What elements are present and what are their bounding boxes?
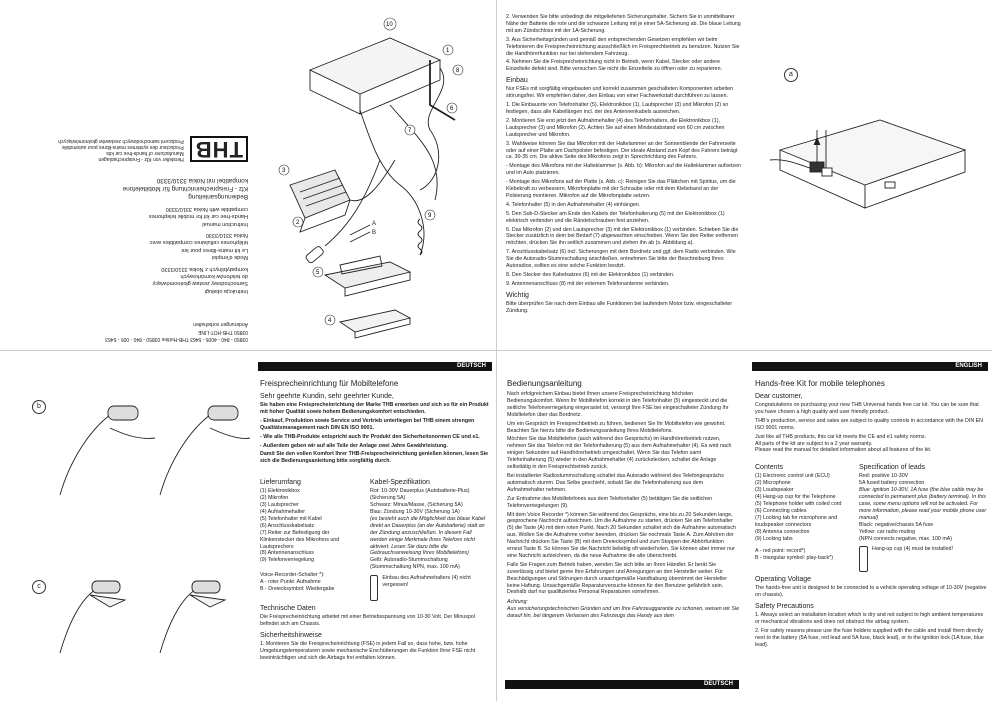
wichtig-text: Bitte überprüfen Sie nach dem Einbau alle Funktionen bei laufendem Motor bzw. eingeschalteter Zündung.	[506, 300, 733, 314]
en-contents-item: (1) Electronic control unit (ECU)	[755, 473, 830, 480]
cover-panel	[28, 12, 248, 342]
install-item: 3. Aus Sicherheitsgründen und gemäß den entsprechenden Gesetzen empfehlen wir beim Telefonieren die Freisprecheinrichtung ausschließlich im Freisprechbetrieb zu benutzen. Nutzen Sie die Handhörerfunktion nur bei stehendem Fahrzeug.	[506, 36, 740, 57]
en-safety-item: 1. Always select an installation location which is dry and not subject to high ambient temperatures or mechanical vibrations and does not obstruct the airbag system.	[755, 612, 984, 626]
de-cable-title: Kabel-Spezifikation	[370, 479, 430, 487]
einbau-heading: Einbau	[506, 77, 528, 85]
callout-4: 4	[328, 318, 332, 324]
de-voice-title: Voice-Recorder-Schalter *):	[260, 572, 325, 579]
cover-title: Bedienungsanleitung Kfz - Freisprecheinrichtung für Mobiltelefone kompatibel mit Nokia 3310/3330	[122, 177, 248, 201]
usage-para: Um ein Gespräch im Freisprechbetrieb zu führen, bedienen Sie Ihr Mobiltelefon wie gewohnt. Beachten Sie hierzu bitte die Bedienungsanleitung Ihres Mobiltelefons.	[507, 420, 726, 434]
install-item: 4. Nehmen Sie die Freisprecheinrichtung nicht in Betrieb, wenn Kabel, Stecker oder andere Einzelteile defekt sind. Bitte versuchen Sie nicht die Einzelteile zu öffnen oder zu reparieren.	[506, 59, 723, 73]
cover-block-pl: Instrukcja obsługi Samochodowy zestaw głośnomówiący do telefonów komórkowych kompatybilnych z Nokia 3310/3330	[152, 265, 248, 294]
callout-10: 10	[386, 22, 393, 28]
install-item: 2. Verwenden Sie bitte unbedingt die mitgelieferten Sicherungshalter. Sichern Sie in unmittelbarer Nähe der Batterie die rote und die schwarze Leitung mit je einer 5A-Sicherung ab. Die blaue Leitung mit am Zündschloss mit der 1A-Sicherung.	[506, 14, 741, 34]
de-cable-item: Rot: 10-30V Dauerplus (Autobatterie-Plus) (Sicherung 5A)	[370, 488, 470, 502]
en-contents-item: (2) Microphone	[755, 480, 791, 487]
de-safety-title: Sicherheitshinweise	[260, 631, 322, 639]
einbau-step: - Montage des Mikrofons mit der Halteklammer (s. Abb. b): Mikrofon auf die Halteklammer aufsetzen und im Auto platzieren.	[506, 163, 741, 177]
einbau-step: 6. Das Mikrofon (2) und den Lautsprecher (3) mit der Elektronikbox (1) verbinden. Schieben Sie die Stecker zusätzlich in dem bei Bedarf (7) abgewachten einschieben. Wenn Sie den Reiter entfernen möchten, drücken Sie ihn seitlich zusammen und ziehen ihn ab (s. Abbildung a).	[506, 226, 739, 247]
en-spec-item: Yellow: car radio muting	[859, 528, 916, 535]
callout-2: 2	[296, 220, 300, 226]
callout-9: 9	[428, 213, 432, 219]
de-title: Freisprecheinrichtung für Mobiltelefone	[260, 379, 399, 388]
usage-title: Bedienungsanleitung	[507, 379, 582, 388]
callout-1: 1	[446, 48, 450, 54]
de-tech-title: Technische Daten	[260, 605, 316, 613]
en-contents-item: (4) Hang-up cup for the Telephone	[755, 494, 836, 501]
einbau-step: 5. Den Sub-D-Stecker am Ende des Kabels der Telefonhalterung (5) mit der Elektronikbox (1) elektrisch verbinden und die Rändelschrauben fest anziehen.	[506, 210, 725, 224]
english-panel	[755, 376, 987, 651]
callout-5: 5	[316, 270, 320, 276]
de-cable-item: (es besteht auch die Möglichkeit das blaue Kabel direkt an Dauerplus (an der Autobatterie) statt an der Zündung anzuschließen. In diesem Fall werden einige Merkmale Ihres Telefons nicht aktiviert. Lesen Sie dazu bitte die Gebrauchsanweisung Ihres Mobiltelefons)	[370, 515, 486, 557]
usage-achtung: Aus versicherungstechnischen Gründen und um Ihre Fahrzeuggarantie zu schonen, weisen wir Sie darauf hin, bei längerem Verlassen des Fahrzeugs das Handy aus dem	[507, 606, 740, 620]
de-scope-item: (4) Aufnahmehalter	[260, 508, 306, 515]
language-tag-de-bottom: DEUTSCH	[505, 680, 739, 689]
de-safety: 1. Montieren Sie die Freisprecheinrichtung (FSE) in jedem Fall so, dass hohe, bzw. hohe Umgebungstemperaturen sowie mechanische Erschütterungen die Funktion Ihrer FSE nicht beeinträchtigen und sich die Airbags frei entfalten können.	[260, 640, 476, 661]
thb-logo: THB	[190, 136, 248, 162]
en-note: Hang-up cup (4) must be installed!	[872, 546, 953, 553]
diagram-label-A: A	[372, 221, 377, 227]
einbau-step: 3. Wahlweise können Sie das Mikrofon mit der Haltelammer an der Sonnenblende der Fahrerseite oder auf einer Platte am Dachpolster befestigen. Der ideale Abstand zum Kopf des Fahrers beträgt ca. 30-35 cm. Die aktive Seite des Mikrofons zeigt in Sprechrichtung des Fahrers.	[506, 140, 738, 161]
en-para: Please read the manual for detailed information about all features of the kit.	[755, 447, 932, 454]
de-cable-item: Gelb: Autoradio-Stummschaltung	[370, 557, 448, 564]
language-tag-en: ENGLISH	[752, 362, 988, 371]
callout-3: 3	[282, 168, 286, 174]
en-safety-item: 2. For safety reasons please use the fuse holders supplied with the cable and install them directly next to the battery (5A fuse, red lead and 5A fuse, black lead), or to the ignition lock (1A fuse, blue lead).	[755, 628, 984, 648]
de-scope-item: (8) Antennenanschluss	[260, 550, 314, 557]
de-voice-item: B - Dreiecksymbol: Wiedergabe	[260, 586, 335, 593]
contact-line: Änderungen vorbehalten	[193, 321, 248, 328]
figure-b-microphone-clip	[50, 400, 250, 500]
de-bullet: - Einkauf, Produktion sowie Service und Vertrieb unterliegen bei THB einem strengen Qualitätsmanagement nach DIN EN ISO 9001.	[260, 417, 475, 431]
de-scope-item: (2) Mikrofon	[260, 495, 289, 502]
horizontal-fold-line	[0, 350, 992, 351]
en-contents-item: (7) Locking tab for microphone and loudspeaker connectors	[755, 514, 838, 528]
einbau-step: 7. Anschlusskabelsatz (6) incl. Sicherungen mit dem Bordnetz und ggf. dem Radio verbinden. Wie Sie die Autoradio-Stummschaltung anschließen, entnehmen Sie bitte der Beschreibung Ihres Autoradios, sollten es eine solche Funktion besitzt.	[506, 249, 736, 270]
electronic-box-drawing	[310, 38, 440, 114]
en-contents-item: (3) Loudspeaker	[755, 487, 794, 494]
en-contents-item: (9) Locking tabs	[755, 535, 793, 542]
en-para: Just like all THB products, this car kit meets the CE and e1 safety norms.	[755, 433, 926, 440]
usage-para: Möchten Sie das Mobiltelefon (auch während des Gesprächs) im Handhörerbetrieb nutzen, nehmen Sie das Telefon mit der Telefonhalterung (5) aus dem Aufnahmehalter (4). Es wird nach einigen Sekunden auf Handhörerbetrieb umgeschaltet. Wenn Sie das Telefon samt Telefonhalterung (5) wieder in den Aufnahmehalter (4) zurückstecken, schaltet die Anlage selbsttätig in den Freisprechbetrieb zurück.	[507, 436, 732, 471]
hang-up-cup-icon	[859, 546, 868, 572]
en-spec-item: Red: positive 10-30V	[859, 473, 909, 480]
figure-a-ecu-connector	[770, 90, 970, 240]
en-record-item: B - triangular symbol: play-back*)	[755, 555, 834, 562]
en-voltage: The hands-free unit is designed to be connected to a vehicle operating voltage of 10-30V (negative on chassis).	[755, 585, 987, 599]
cover-block-en: Instruction manual Hands-free car kit for mobile telephones compatible with Nokia 3310/3330	[148, 205, 248, 227]
exploded-parts-diagram	[270, 10, 470, 340]
wichtig-heading: Wichtig	[506, 291, 529, 299]
en-spec-title: Specification of leads	[859, 464, 926, 472]
language-tag-de: DEUTSCH	[258, 362, 492, 371]
phone-holder-drawing	[325, 256, 410, 296]
de-note: Einbau des Aufnahmehalters (4) nicht vergessen!	[382, 575, 471, 589]
callout-8: 8	[456, 68, 460, 74]
usage-para: Falls Sie Fragen zum Betrieb haben, wenden Sie sich bitte an Ihren Händler. Er berät Sie zuverlässig und bietet gerne Ihre Erfahrungen und Anregungen an den Hersteller weiter. Für Beschädigungen und Störungen durch unsachgemäße Handhabung übernimmt der Hersteller keine Haftung. Unsachgemäße Reparaturversuche können für den Benutzer gefährlich sein. Deshalb darf nur qualifiziertes Personal Reparaturen vornehmen.	[507, 561, 727, 596]
usage-para: Mit dem Voice Recorder *) können Sie während des Gesprächs, eine bis zu 20 Sekunden lange, gesprochene Nachricht aufzeichnen. Um die Aufnahme zu starten, drücken Sie am Telefonhalter (5) die Taste (A) mit dem roten Punkt. Nach 20 Sekunden schaltet sich die Aufnahme automatisch aus. Wollen Sie die Aufnahme vorher beenden, drücken Sie nochmals Taste A. Zum Abhören der Nachricht drücken Sie Taste (B) mit dem Dreiecksymbol und zum Stoppen der Abhörfunktion erneut Taste B. So können Sie die Nachricht beliebig oft wiederholen. Sie können aber immer nur eine Nachricht aufzeichnen, da die neue Aufnahme die alte überschreibt.	[507, 511, 736, 559]
de-greeting: Sehr geehrte Kundin, sehr geehrter Kunde,	[260, 393, 394, 400]
de-scope-item: (3) Lautsprecher	[260, 502, 299, 509]
en-record-item: A - red point: record*)	[755, 548, 806, 555]
en-contents-title: Contents	[755, 464, 784, 472]
einbau-step: 2. Montieren Sie erst jetzt den Aufnahmehalter (4) des Telefonhalters, die Elektronikbox (1), Lautsprecher (3) und Mikrofon (2). Achten Sie auf einen Mindestabstand von 60 cm zwischen Lautsprecher und Mikrofon.	[506, 117, 725, 138]
usage-para: Bei installierter Radiostummschaltung schaltet das Autoradio während des Telefongesprächs automatisch stumm. Das Selbe geschieht, sobald Sie die Telefonhalterung aus dem Aufnahmehalter nehmen.	[507, 472, 724, 493]
cover-block-fr: Mode d'emploi Le kit mains-libres pour les téléphones cellulaires compatibles avec Nokia 3310/3330	[149, 231, 248, 261]
de-scope-item: (7) Reiter zur Befestigung der Klinkenstecker des Mikrofons und Lautsprechers	[260, 529, 340, 550]
en-spec-item: Blue: ignition 10-30V, 1A fuse (the blue cable may be connected to permanent plus (battery terminal). In this case, some menu options will not be activated. For more information, please read your mobile phone user manual)	[859, 487, 987, 521]
german-intro-panel	[260, 376, 492, 664]
de-cable-item: Blau: Zündung 10-30V (Sicherung 1A)	[370, 508, 460, 515]
brand-block: THB Hersteller von Kfz - Freisprechanlagen Manufacturer of hands-free car kits Producteur des systèmes mains-libres pour automobile Producent samochodowych zestawów głośnomówiących	[28, 136, 248, 162]
en-safety-title: Safety Precautions	[755, 603, 814, 611]
einbau-step: - Montage des Mikrofons auf der Platte (s. Abb. c): Reinigen Sie das Plättchen mit Spiritus, um die Klebekraft zu verbessern. Mikrofonplatte mit der Schraube oder mit dem Klebeband an der Polsterung montieren. Mikrofon auf die Mikrofonplatte setzen.	[506, 179, 736, 199]
einbau-step: 9. Antennenanschluss (8) mit der externen Telefonantenne verbinden.	[506, 280, 670, 287]
hang-up-cup-icon	[370, 575, 378, 601]
en-para: All parts of the kit are subject to a 2 year warranty.	[755, 440, 873, 447]
usage-panel	[507, 376, 739, 622]
de-scope-item: (5) Telefonhalter mit Kabel	[260, 515, 322, 522]
de-scope-item: (6) Anschlusskabelsatz	[260, 522, 315, 529]
de-scope-item: (9) Telefonverriegelung	[260, 557, 315, 564]
figure-label-a: a	[784, 68, 798, 82]
usage-para: Nach erfolgreichem Einbau bietet Ihnen unsere Freisprecheinrichtung höchsten Bedienungskomfort. Wenn Ihr Mobiltelefon korrekt in den Telefonhalter (5) eingesteckt und die seitliche Telefonverriegelung eingerastet ist, versorgt Ihre FSE bei eingeschalteter Zündung Ihr Mobiltelefon über das Bordnetz.	[507, 391, 729, 418]
de-scope-title: Lieferumfang	[260, 479, 301, 487]
einbau-intro: Nur FSEs mit sorgfältig eingebauten und korrekt zusammen geschalteten Komponenten arbeiten störungsfrei. Wir empfehlen daher, den Einbau von einer Fachwerkstatt durchführen zu lassen.	[506, 86, 734, 100]
en-spec-item: 5A fused battery connection	[859, 480, 925, 487]
de-tech: Die Freisprecheinrichtung arbeitet mit einer Betriebsspannung von 10-30 Volt. Der Minuspol befindet sich am Chassis.	[260, 614, 475, 628]
diagram-label-B: B	[372, 230, 377, 236]
en-title: Hands-free Kit for mobile telephones	[755, 379, 885, 388]
einbau-step: 1. Die Einbauorte von Telefonhalter (5), Elektronikbox (1), Lautsprecher (3) und Mikrofon (2) so festlegen, dass alle Kabellängen incl. der des Antennenkabels ausreichen.	[506, 102, 729, 115]
installation-panel	[506, 14, 742, 317]
usage-achtung-title: Achtung:	[507, 599, 528, 606]
einbau-step: 4. Telefonhalter (5) in den Aufnahmehalter (4) einhängen.	[506, 201, 641, 208]
hang-up-cup-drawing	[340, 310, 410, 338]
einbau-step: 8. Den Stecker des Kabelsatzes (6) mit der Elektronikbox (1) verbinden.	[506, 272, 675, 278]
de-scope-item: (1) Elektronikbox	[260, 488, 300, 495]
contact-line: 03850 - 840 - 4005 - 5463 THB-Hotline 03850 - 840 - 005 - 5463	[105, 336, 248, 342]
en-voltage-title: Operating Voltage	[755, 576, 812, 584]
en-contents-item: (6) Connecting cables	[755, 507, 807, 514]
de-intro: Sie haben eine Freisprecheinrichtung der Marke THB erworben und sich so für ein Produkt mit hoher Qualität sowie hohem Bedienungskomfort entschieden.	[260, 402, 489, 415]
en-spec-item: Black: negative/chassis 5A fuse	[859, 521, 934, 528]
usage-para: Zur Entnahme des Mobiltelefones aus dem Telefonhalter (5) betätigen Sie die seitlichen Telefonverriegelungen (9).	[507, 495, 713, 509]
callout-7: 7	[408, 128, 412, 134]
de-cable-item: Schwarz: Minus/Masse, (Sicherung 5A)	[370, 502, 463, 509]
contact-line: 03850 THB-HOT-LINE	[198, 328, 248, 335]
en-contents-item: (8) Antenna connection	[755, 528, 810, 535]
de-bullet: - Außerdem geben wir auf alle Teile der Anlage zwei Jahre Gewährleistung.	[260, 442, 448, 449]
en-para: Congratulations on purchasing your new THB Universal hands free car kit. You can be sure that you have chosen a high quality and user friendly product.	[755, 402, 979, 415]
de-bullet: Damit Sie den vollen Komfort Ihrer THB-Freisprecheinrichtung genießen können, lesen Sie sich die Bedienungsanleitung bitte sorgfältig durch.	[260, 451, 489, 465]
de-bullet: - Wie alle THB-Produkte entspricht auch Ihr Produkt den Sicherheitsnormen CE und e1.	[260, 433, 480, 440]
callout-6: 6	[450, 106, 454, 112]
en-greeting: Dear customer,	[755, 393, 803, 400]
figure-c-microphone-plate	[50, 575, 250, 655]
en-spec-item: (NPN connects negative, max. 100 mA)	[859, 535, 953, 542]
en-para: THB's production, service and sales are subject to quality controls in accordance with the DIN EN ISO 9001 norms.	[755, 417, 984, 431]
de-voice-item: A - roter Punkt: Aufnahme	[260, 579, 321, 586]
de-cable-item: (Stummschaltung NPN, max. 100 mA)	[370, 564, 460, 571]
figure-label-b: b	[32, 400, 46, 414]
figure-label-c: c	[32, 580, 46, 594]
en-contents-item: (5) Telephone holder with coiled cord	[755, 500, 842, 507]
